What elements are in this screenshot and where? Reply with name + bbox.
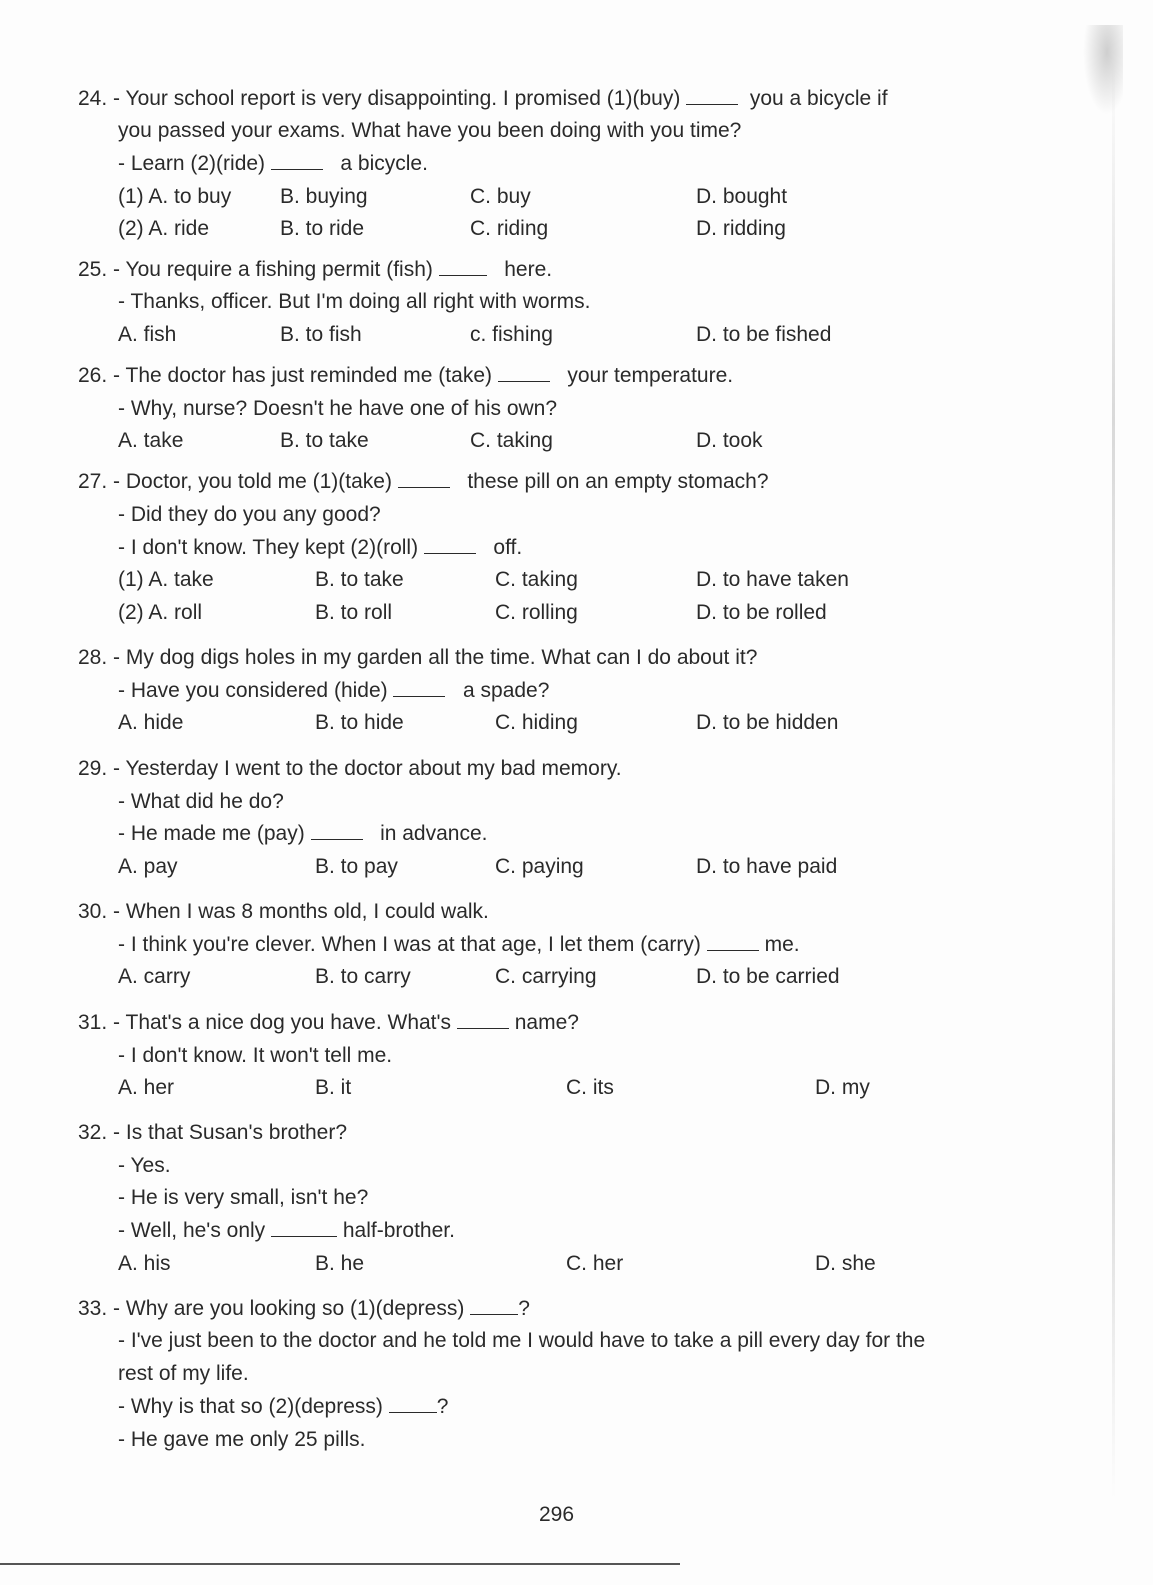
option-c[interactable]: C. riding <box>470 217 549 240</box>
option-b[interactable]: B. to take <box>315 568 404 591</box>
option-b[interactable]: B. he <box>315 1252 365 1275</box>
option-d[interactable]: D. to have paid <box>696 855 838 878</box>
worksheet-page: 24. - Your school report is very disappointing. I promised (1)(buy) you a bicycle if you passed your exams. What have you been doing with you time? - Learn (2)(ride) a bicycle. (1) A. to buy B. buying C. buy D. bought (2) A. ride B. to ride C. riding D. ridding 25. - You require a fishing permit (fish) here. - Thanks, officer. But I'm doing all right with worms. A. fish B. to fish c. fishing D. to be fished 26. - The doctor has just reminded me (take) your temperature. - Why, nurse? Doesn't he have one of his own? A. take B. to take C. taking D. took 27. - Doctor, you told me (1)(take) these pill on an empty stomach? - Did they do you any good? - I don't know. They kept (2)(roll) off. (1) A. take B. to take C. taking D. to have taken (2) A. roll B. to roll C. rolling D. to be rolled 28. - My dog digs holes in my garden all the time. What can I do about it? - Have you considered (hide) a spade? A. hide B. to hide C. hiding D. to be hidden 29. - Yesterday I went to the doctor about my bad memory. - What did he do? - He made me (pay) in advance. A. pay B. to pay C. paying D. to have paid 30. - When I was 8 months old, I could walk. - I think you're clever. When I was at that age, I let them (carry) me. A. carry B. to carry C. carrying D. to be carried 31. - That's a nice dog you have. What's name? - I don't know. It won't tell me. A. her B. it C. its D. my 32. - Is that Susan's brother? - Yes. - He is very small, isn't he? - Well, he's only half-brother. A. his B. he C. her D. she 33. - Why are you looking so (1)(depress) ? - I've just been to the doctor and he told me I would have to take a pill every day for the rest of my life. - Why is that so (2)(depress) ? - He gave me only 25 pills. 296 <box>0 0 1153 1585</box>
answer-blank[interactable] <box>271 1218 337 1237</box>
option-c[interactable]: C. carrying <box>495 965 597 988</box>
option-b[interactable]: B. buying <box>280 185 368 208</box>
answer-blank[interactable] <box>498 363 550 382</box>
answer-blank[interactable] <box>398 469 450 488</box>
answer-blank[interactable] <box>311 821 363 840</box>
page-number: 296 <box>538 1503 575 1526</box>
answer-blank[interactable] <box>439 257 487 276</box>
option-c[interactable]: C. her <box>566 1252 624 1275</box>
option-c[interactable]: C. hiding <box>495 711 578 734</box>
option-a[interactable]: A. his <box>118 1252 171 1275</box>
scan-edge <box>1112 60 1115 1500</box>
option-a[interactable]: A. hide <box>118 711 184 734</box>
option-c[interactable]: c. fishing <box>470 323 553 346</box>
answer-blank[interactable] <box>470 1296 518 1315</box>
answer-blank[interactable] <box>707 932 759 951</box>
option-d[interactable]: D. ridding <box>696 217 786 240</box>
option-b[interactable]: B. to hide <box>315 711 404 734</box>
option-c[interactable]: C. buy <box>470 185 531 208</box>
option-d[interactable]: D. to be rolled <box>696 601 827 624</box>
scan-bottom-rule <box>0 1563 680 1565</box>
option-b[interactable]: B. to roll <box>315 601 393 624</box>
option-a[interactable]: (2) A. roll <box>118 601 203 624</box>
answer-blank[interactable] <box>686 86 738 105</box>
option-d[interactable]: D. my <box>815 1076 870 1099</box>
option-d[interactable]: D. she <box>815 1252 876 1275</box>
answer-blank[interactable] <box>271 151 323 170</box>
answer-blank[interactable] <box>457 1010 509 1029</box>
option-a[interactable]: A. carry <box>118 965 191 988</box>
option-c[interactable]: C. rolling <box>495 601 578 624</box>
answer-blank[interactable] <box>424 535 476 554</box>
option-a[interactable]: A. her <box>118 1076 175 1099</box>
option-b[interactable]: B. it <box>315 1076 352 1099</box>
option-a[interactable]: A. take <box>118 429 184 452</box>
option-c[interactable]: C. its <box>566 1076 614 1099</box>
option-c[interactable]: C. paying <box>495 855 584 878</box>
question-line: 24. - Your school report is very disappointing. I promised (1)(buy) you a bicycle if <box>78 87 888 110</box>
option-d[interactable]: D. took <box>696 429 763 452</box>
answer-blank[interactable] <box>393 678 445 697</box>
option-b[interactable]: B. to carry <box>315 965 411 988</box>
option-a[interactable]: A. pay <box>118 855 178 878</box>
option-d[interactable]: D. to have taken <box>696 568 849 591</box>
option-d[interactable]: D. bought <box>696 185 788 208</box>
option-a[interactable]: A. fish <box>118 323 177 346</box>
option-d[interactable]: D. to be carried <box>696 965 840 988</box>
option-b[interactable]: B. to ride <box>280 217 365 240</box>
option-b[interactable]: B. to fish <box>280 323 362 346</box>
option-label[interactable]: (2) A. ride <box>118 217 210 240</box>
option-c[interactable]: C. taking <box>470 429 553 452</box>
option-d[interactable]: D. to be fished <box>696 323 832 346</box>
option-b[interactable]: B. to take <box>280 429 369 452</box>
option-c[interactable]: C. taking <box>495 568 578 591</box>
option-label[interactable]: (1) A. to buy <box>118 185 232 208</box>
option-a[interactable]: (1) A. take <box>118 568 214 591</box>
option-b[interactable]: B. to pay <box>315 855 398 878</box>
scan-artifact <box>1083 25 1123 115</box>
option-d[interactable]: D. to be hidden <box>696 711 839 734</box>
answer-blank[interactable] <box>389 1394 437 1413</box>
